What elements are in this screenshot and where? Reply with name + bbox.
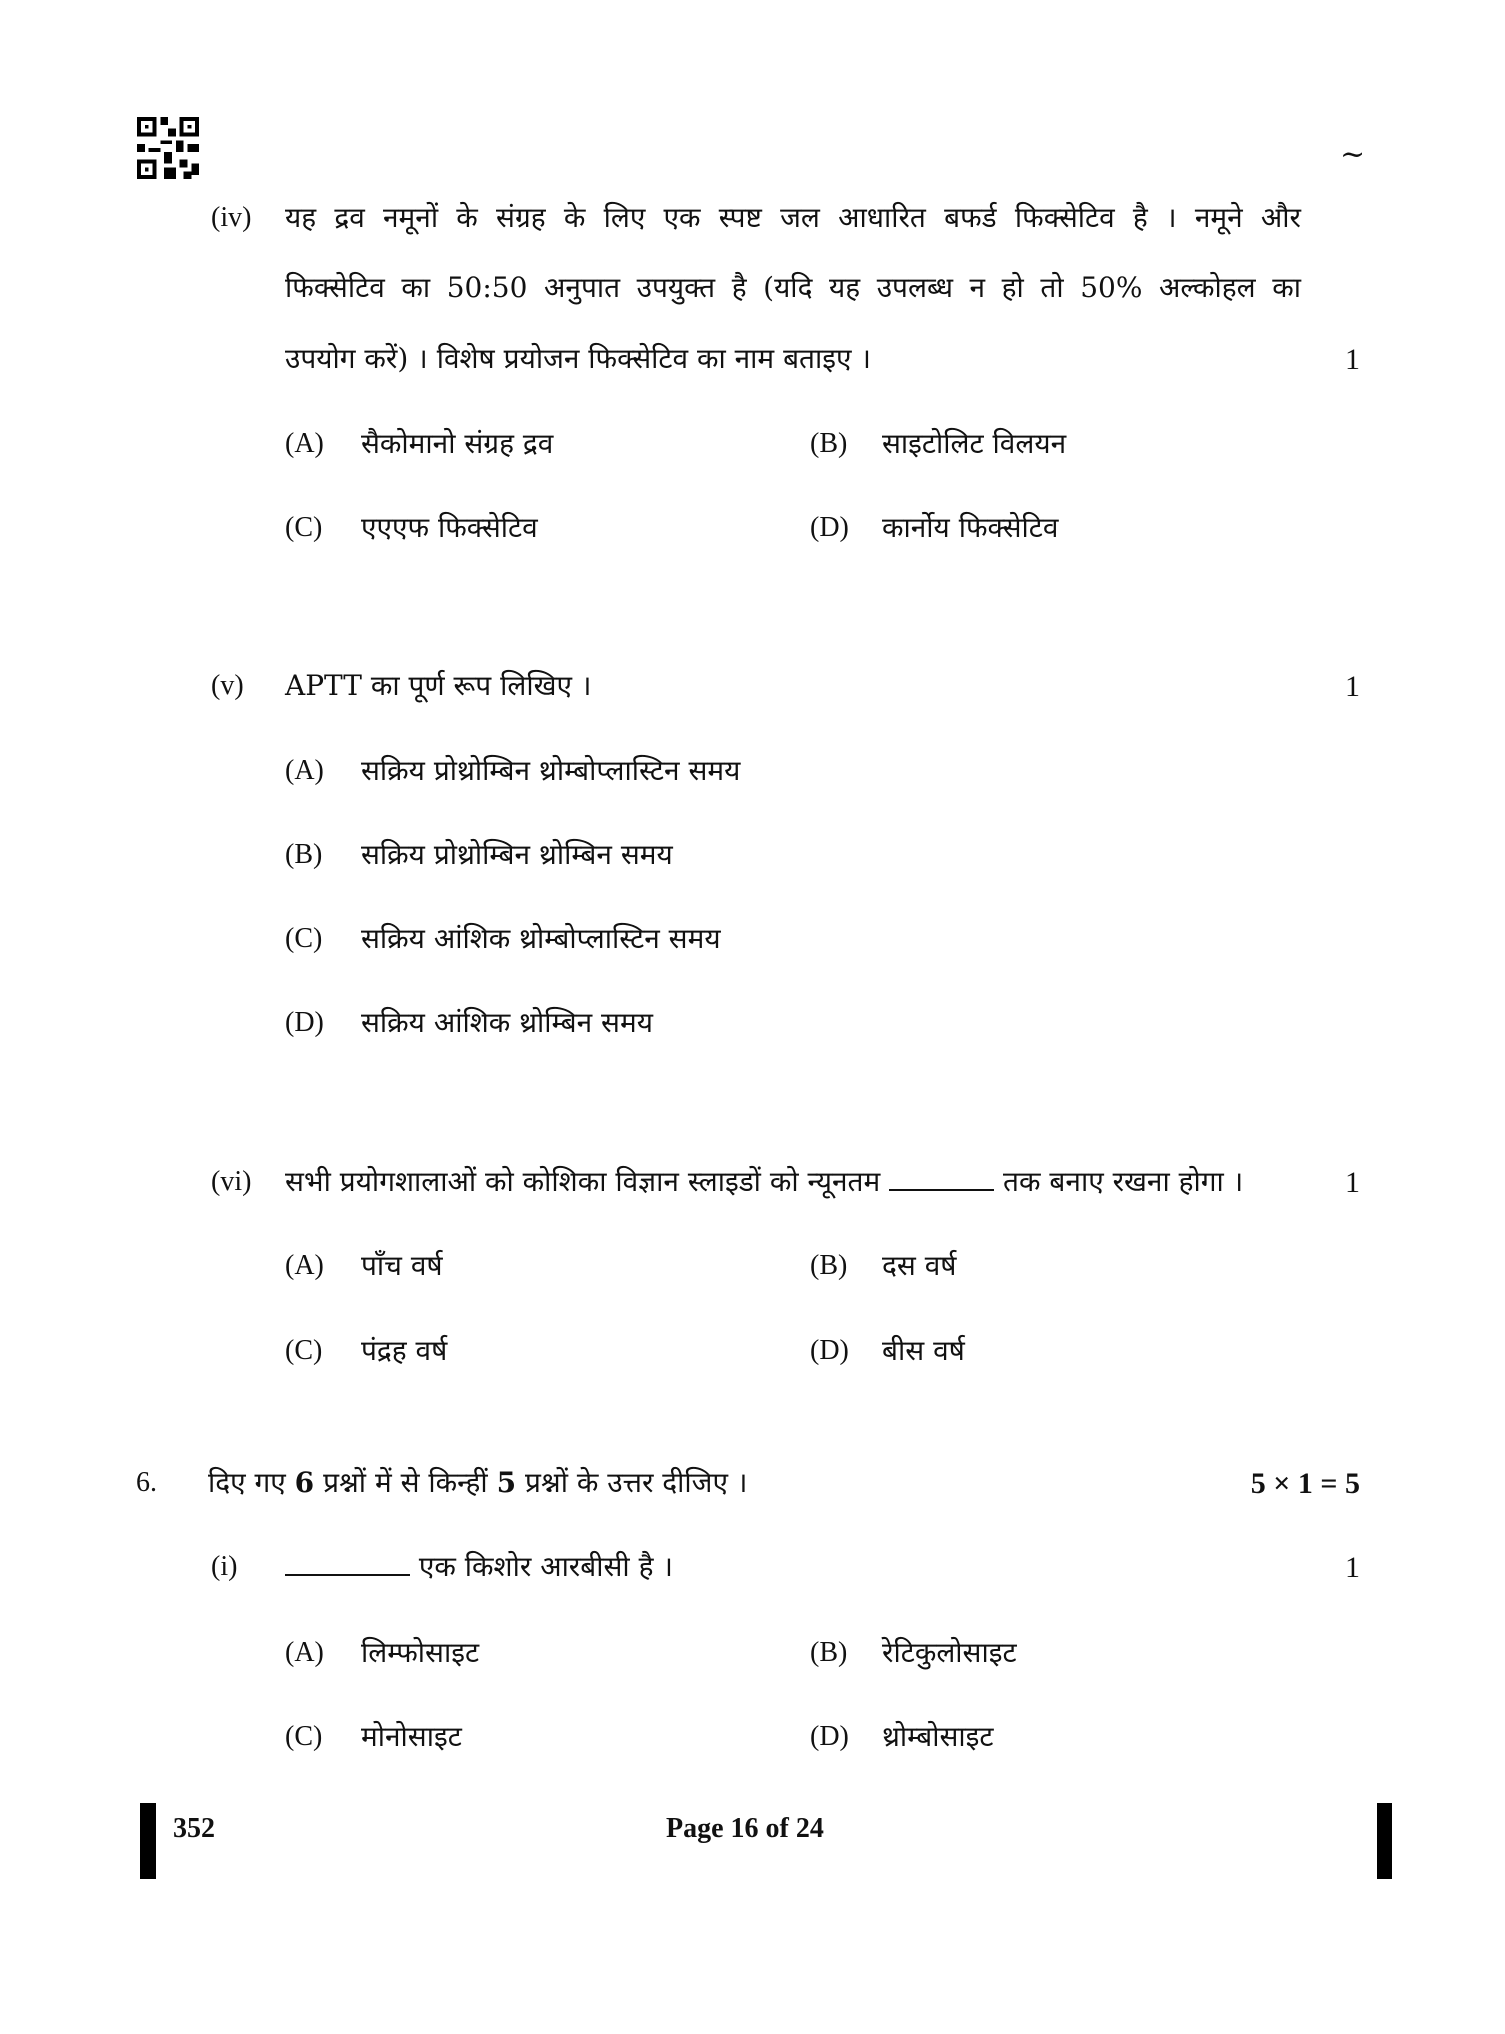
section-marks: 5 × 1 = 5 (1250, 1467, 1360, 1500)
option-label: (C) (285, 512, 323, 543)
instruction-number: 6 (294, 1466, 315, 1499)
option-label: (B) (810, 428, 848, 459)
instruction-text: प्रश्नों के उत्तर दीजिए । (524, 1466, 748, 1499)
question-text-line: फिक्सेटिव का 50:50 अनुपात उपयुक्त है (यदि यह उपलब्ध न हो तो 50% अल्कोहल का (285, 271, 1301, 304)
option-label: (A) (285, 1637, 324, 1668)
question-number: (i) (211, 1551, 238, 1582)
corner-mark: ~ (1340, 137, 1366, 172)
option-text: लिम्फोसाइट (361, 1636, 480, 1669)
question-text-after: एक किशोर आरबीसी है । (418, 1550, 673, 1583)
option-label: (A) (285, 1250, 324, 1281)
question-marks: 1 (1345, 343, 1360, 376)
option-text: साइटोलिट विलयन (882, 427, 1067, 460)
option-label: (A) (285, 428, 324, 459)
option-text: एएएफ फिक्सेटिव (361, 511, 538, 544)
question-text-line: यह द्रव नमूनों के संग्रह के लिए एक स्पष्ट जल आधारित बफर्ड फिक्सेटिव है । नमूने और (285, 201, 1301, 234)
option-text: रेटिकुलोसाइट (882, 1636, 1017, 1669)
instruction-number: 5 (496, 1466, 517, 1499)
option-text: सक्रिय आंशिक थ्रोम्बोप्लास्टिन समय (361, 922, 721, 955)
option-text: सक्रिय प्रोथ्रोम्बिन थ्रोम्बोप्लास्टिन समय (361, 754, 741, 787)
option-text: पाँच वर्ष (361, 1249, 443, 1282)
option-label: (B) (285, 839, 323, 870)
option-text: मोनोसाइट (361, 1720, 462, 1753)
option-label: (D) (810, 1721, 849, 1752)
answer-blank (889, 1189, 994, 1191)
question-number: 6. (136, 1467, 157, 1498)
option-text: सक्रिय आंशिक थ्रोम्बिन समय (361, 1006, 653, 1039)
option-label: (D) (810, 512, 849, 543)
question-number: (iv) (211, 202, 252, 233)
question-instruction (208, 1466, 748, 1499)
qr-code (136, 117, 200, 179)
question-marks: 1 (1345, 1551, 1360, 1584)
option-text: दस वर्ष (882, 1249, 957, 1282)
option-text: बीस वर्ष (882, 1334, 965, 1367)
question-text-after: तक बनाए रखना होगा । (1003, 1165, 1244, 1198)
option-label: (C) (285, 923, 323, 954)
option-label: (B) (810, 1637, 848, 1668)
question-text (285, 1550, 673, 1583)
option-label: (B) (810, 1250, 848, 1281)
option-text: थ्रोम्बोसाइट (882, 1720, 994, 1753)
answer-blank (285, 1574, 410, 1576)
option-label: (C) (285, 1335, 323, 1366)
instruction-text: दिए गए (208, 1466, 286, 1499)
option-text: सक्रिय प्रोथ्रोम्बिन थ्रोम्बिन समय (361, 838, 673, 871)
question-text-line: उपयोग करें) । विशेष प्रयोजन फिक्सेटिव का नाम बताइए । (285, 342, 872, 375)
question-marks: 1 (1345, 1166, 1360, 1199)
question-number: (vi) (211, 1166, 252, 1197)
option-label: (C) (285, 1721, 323, 1752)
question-text-before: सभी प्रयोगशालाओं को कोशिका विज्ञान स्लाइडों को न्यूनतम (285, 1165, 881, 1198)
instruction-text: प्रश्नों में से किन्हीं (323, 1466, 488, 1499)
question-text: APTT का पूर्ण रूप लिखिए । (285, 669, 592, 702)
footer-bar-right (1377, 1803, 1392, 1879)
paper-code: 352 (173, 1813, 215, 1844)
page-number: Page 16 of 24 (666, 1813, 824, 1844)
question-marks: 1 (1345, 670, 1360, 703)
option-text: कार्नोय फिक्सेटिव (882, 511, 1059, 544)
option-text: पंद्रह वर्ष (361, 1334, 448, 1367)
option-label: (D) (810, 1335, 849, 1366)
footer-bar-left (140, 1803, 156, 1879)
option-text: सैकोमानो संग्रह द्रव (361, 427, 554, 460)
option-label: (A) (285, 755, 324, 786)
question-text (285, 1165, 1244, 1198)
option-label: (D) (285, 1007, 324, 1038)
question-number: (v) (211, 670, 244, 701)
